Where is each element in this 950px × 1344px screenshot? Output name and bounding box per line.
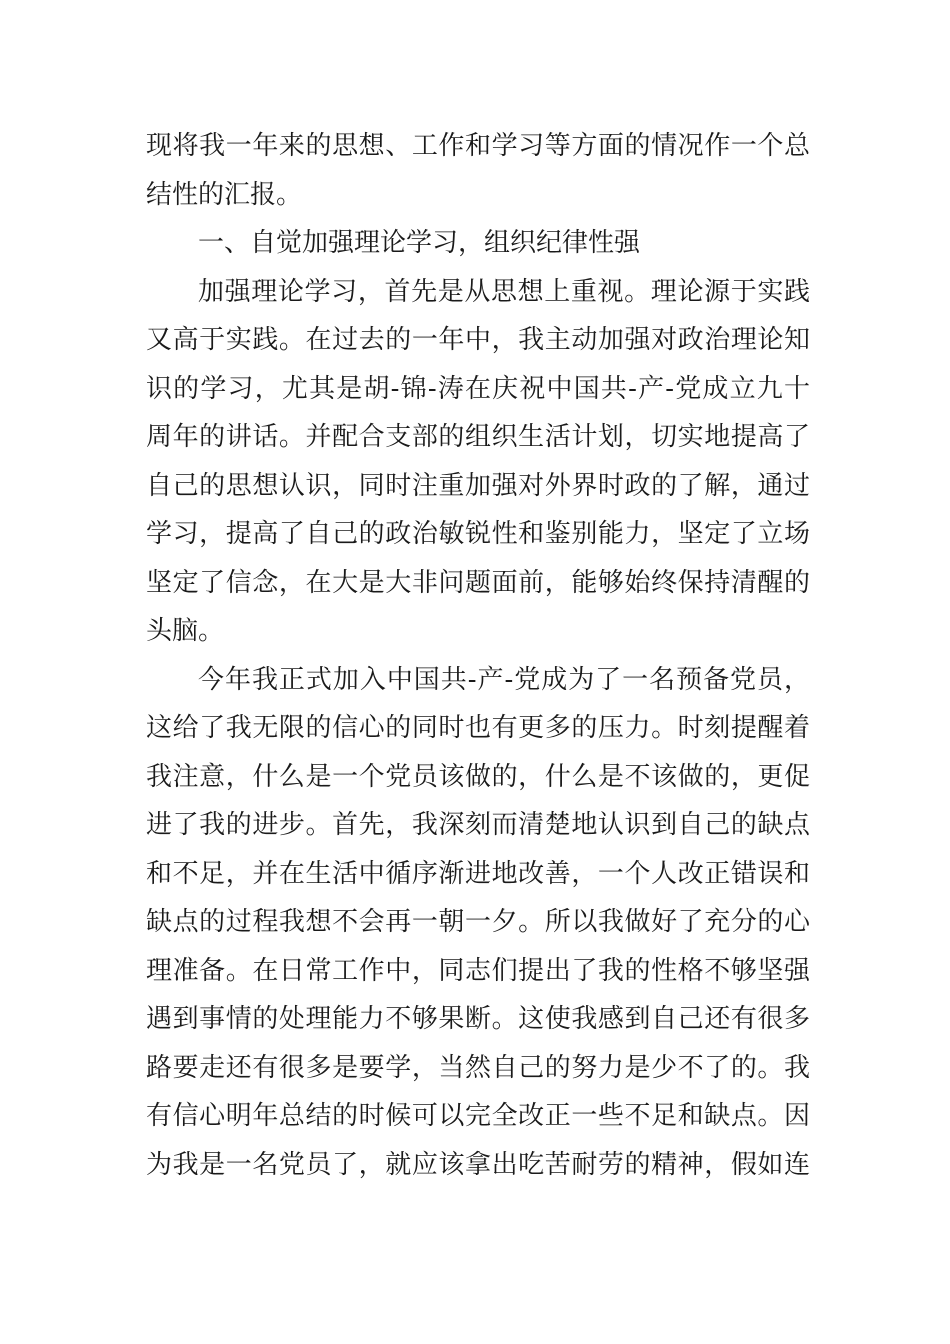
text-line: 又高于实践。在过去的一年中，我主动加强对政治理论知 [146, 325, 810, 355]
text-line: 今年我正式加入中国共-产-党成为了一名预备党员， [198, 664, 810, 695]
text-line: 学习，提高了自己的政治敏锐性和鉴别能力，坚定了立场 [146, 519, 810, 549]
text-line: 理准备。在日常工作中，同志们提出了我的性格不够坚强 [146, 955, 810, 986]
text-line: 为我是一名党员了，就应该拿出吃苦耐劳的精神，假如连 [146, 1149, 810, 1180]
text-line: 现将我一年来的思想、工作和学习等方面的情况作一个总 [146, 131, 810, 161]
text-line: 自己的思想认识，同时注重加强对外界时政的了解，通过 [146, 470, 810, 501]
text-line: 遇到事情的处理能力不够果断。这使我感到自己还有很多 [146, 1004, 810, 1034]
text-line: 一、自觉加强理论学习，组织纪律性强 [198, 228, 641, 258]
text-line: 这给了我无限的信心的同时也有更多的压力。时刻提醒着 [146, 713, 810, 743]
text-line: 我注意，什么是一个党员该做的，什么是不该做的，更促 [146, 761, 810, 792]
text-line: 结性的汇报。 [146, 179, 303, 210]
text-line: 有信心明年总结的时候可以完全改正一些不足和缺点。因 [146, 1101, 810, 1131]
text-line: 路要走还有很多是要学，当然自己的努力是少不了的。我 [146, 1052, 810, 1083]
text-line: 坚定了信念，在大是大非问题面前，能够始终保持清醒的 [146, 567, 810, 598]
text-line: 进了我的进步。首先，我深刻而清楚地认识到自己的缺点 [146, 810, 810, 840]
text-line: 识的学习，尤其是胡-锦-涛在庆祝中国共-产-党成立九十 [146, 373, 810, 404]
text-line: 缺点的过程我想不会再一朝一夕。所以我做好了充分的心 [146, 907, 810, 937]
text-line: 加强理论学习，首先是从思想上重视。理论源于实践 [198, 276, 810, 307]
text-line: 周年的讲话。并配合支部的组织生活计划，切实地提高了 [146, 422, 810, 452]
text-line: 和不足，并在生活中循序渐进地改善，一个人改正错误和 [146, 858, 810, 889]
text-line: 头脑。 [146, 616, 225, 646]
document-body [146, 122, 810, 1189]
